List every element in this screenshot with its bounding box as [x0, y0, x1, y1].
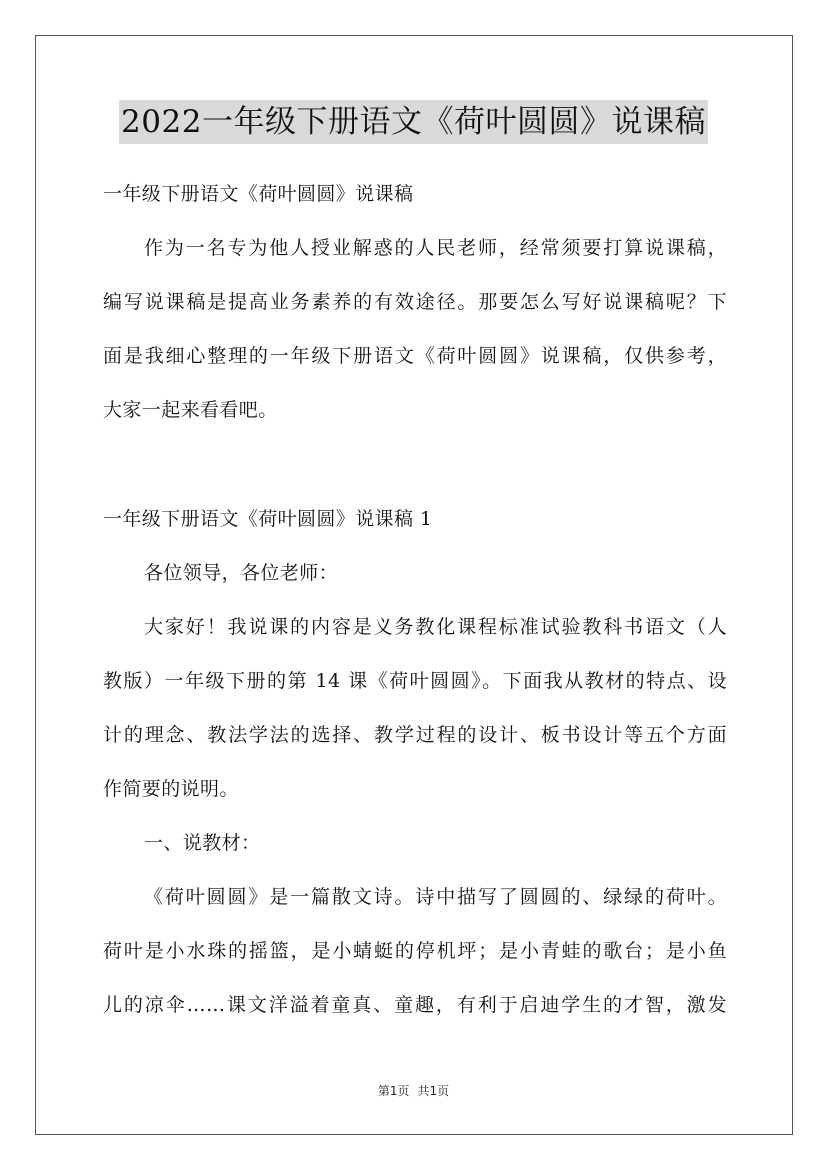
section-heading: 一年级下册语文《荷叶圆圆》说课稿 1: [103, 508, 433, 530]
subsection-heading: 一、说教材：: [144, 832, 261, 854]
paragraph-line: 面是我细心整理的一年级下册语文《荷叶圆圆》说课稿，仅供参考，: [103, 345, 727, 367]
title-wrap: [0, 100, 827, 144]
document-title: 2022一年级下册语文《荷叶圆圆》说课稿: [119, 100, 708, 144]
paragraph-line: 作简要的说明。: [103, 778, 239, 800]
section-heading: 一年级下册语文《荷叶圆圆》说课稿: [103, 183, 414, 205]
paragraph-line: 《荷叶圆圆》是一篇散文诗。诗中描写了圆圆的、绿绿的荷叶。: [144, 886, 727, 908]
paragraph-line: 大家一起来看看吧。: [103, 399, 278, 421]
paragraph-line: 编写说课稿是提高业务素养的有效途径。那要怎么写好说课稿呢？下: [103, 291, 727, 313]
paragraph-line: 荷叶是小水珠的摇篮，是小蜻蜓的停机坪；是小青蛙的歌台；是小鱼: [103, 940, 727, 962]
paragraph-line: 儿的凉伞……课文洋溢着童真、童趣，有利于启迪学生的才智，激发: [103, 994, 727, 1016]
page-footer: [0, 1082, 827, 1099]
paragraph-line: 大家好！我说课的内容是义务教化课程标准试验教科书语文（人: [144, 616, 727, 638]
paragraph-line: 作为一名专为他人授业解惑的人民老师，经常须要打算说课稿，: [144, 237, 727, 259]
paragraph-line: 计的理念、教法学法的选择、教学过程的设计、板书设计等五个方面: [103, 724, 727, 746]
page-number: 第1页: [377, 1084, 410, 1098]
paragraph-line: 教版）一年级下册的第 14 课《荷叶圆圆》。下面我从教材的特点、设: [103, 670, 727, 692]
paragraph-line: 各位领导，各位老师：: [144, 562, 339, 584]
page-total: 共1页: [417, 1084, 450, 1098]
